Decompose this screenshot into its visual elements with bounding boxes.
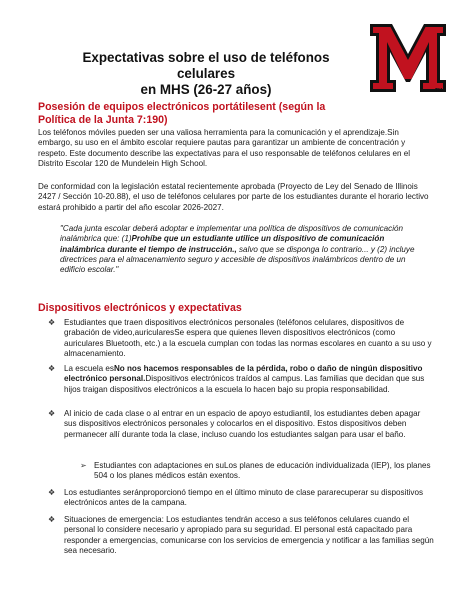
section-heading-devices: Dispositivos electrónicos y expectativas bbox=[38, 302, 242, 314]
bullet-icon: ❖ bbox=[48, 515, 56, 524]
bullet-icon: ❖ bbox=[48, 318, 56, 327]
list-item: La escuela esNo nos hacemos responsables de la pérdida, robo o daño de ningún dispositivo electrónico personal.Dispositivos electrónicos traídos al campus. Las familias que decidan que sus hijos traigan dispositivos electrónicos a la escuela lo hacen bajo su propia responsabilidad. bbox=[64, 364, 425, 394]
bullet-icon: ❖ bbox=[48, 364, 56, 373]
section-heading-possession: Posesión de equipos electrónicos portátilesent (según la Política de la Junta 7:190) bbox=[38, 101, 326, 126]
legislation-paragraph: De conformidad con la legislación estatal recientemente aprobada (Proyecto de Ley del Senado de Illinois 2427 / Sección 10-20.88), el uso de teléfonos celulares por parte de los estudiantes durante el horario lectivo estará prohibido a partir del año escolar 2026-2027. bbox=[38, 182, 429, 212]
page-title bbox=[56, 50, 356, 98]
list-item: Los estudiantes seránproporcionó tiempo en el último minuto de clase pararecuperar su dispositivos electrónicos antes de la campana. bbox=[64, 488, 424, 508]
list-item: Al inicio de cada clase o al entrar en un espacio de apoyo estudiantil, los estudiantes deben apagar sus dispositivos electrónicos personales y colocarlos en el dispositivo. Estos dispositivos deben permanecer allí durante toda la clase, incluso cuando los estudiantes salgan para usar el baño. bbox=[64, 409, 421, 439]
sub-list-item: Estudiantes con adaptaciones en suLos planes de educación individualizada (IEP), los planes 504 o los planes médicos están exentos. bbox=[94, 461, 431, 481]
bullet-icon: ❖ bbox=[48, 409, 56, 418]
intro-paragraph: Los teléfonos móviles pueden ser una valiosa herramienta para la comunicación y el aprendizaje.Sin embargo, su uso en el ámbito escolar requiere pautas para garantizar un ambiente de concentración y respeto. Este documento describe las expectativas para el uso responsable de teléfonos celulares en el Distrito Escolar 120 de Mundelein High School. bbox=[38, 128, 411, 168]
list-item: Estudiantes que traen dispositivos electrónicos personales (teléfonos celulares, dispositivos de grabación de video,auricularesSe espera que quienes lleven dispositivos electrónicos (como auriculares Bluetooth, etc.) a la escuela cumplan con todas las normas escolares en cuanto a su uso y almacenamiento. bbox=[64, 318, 432, 358]
title-line-1: Expectativas sobre el uso de teléfonos celulares bbox=[82, 50, 330, 81]
bullet-icon: ❖ bbox=[48, 488, 56, 497]
arrow-icon: ➢ bbox=[80, 461, 87, 470]
list-item: Situaciones de emergencia: Los estudiantes tendrán acceso a sus teléfonos celulares cuando el personal lo considere necesario y apropiado para su seguridad. El personal está capacitado para responder a emergencias, comunicarse con los servicios de emergencia y notificar a las familias según sea necesario. bbox=[64, 515, 434, 555]
title-line-2: en MHS (26-27 años) bbox=[140, 82, 272, 97]
policy-quote: "Cada junta escolar deberá adoptar e implementar una política de dispositivos de comunicación inalámbrica que: (1)Prohíbe que un estudiante utilice un dispositivo de comunicación inalámbrica durante el tiempo de instrucción., salvo que se disponga lo contrario... y (2) incluye directrices para el almacenamiento seguro y accesible de dispositivos inalámbricos dentro de un edificio escolar." bbox=[60, 224, 415, 275]
trademark-mark: TM bbox=[435, 88, 443, 94]
